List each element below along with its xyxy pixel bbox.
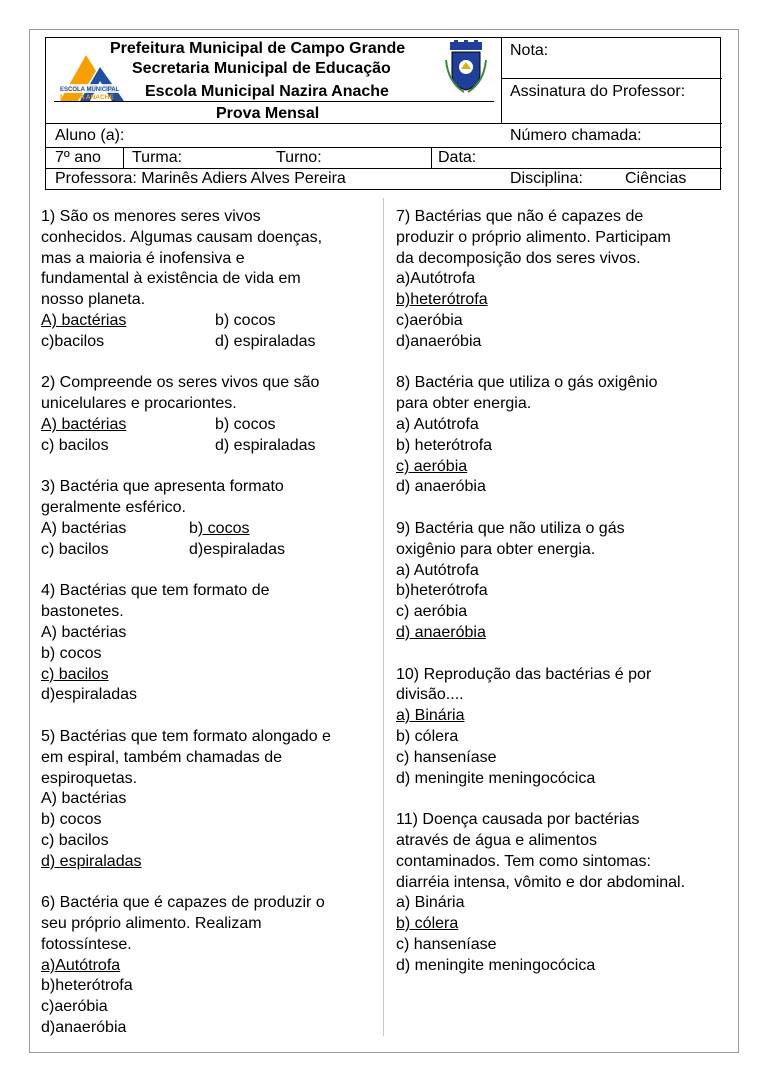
option-d: d)espiraladas <box>189 540 286 558</box>
header-line-nota <box>501 78 722 79</box>
option-a-answer: a) Binária <box>396 707 465 725</box>
option-a: a) Autótrofa <box>396 561 479 579</box>
prova-title: Prova Mensal <box>216 105 320 122</box>
question-text: bastonetes. <box>41 603 124 621</box>
question-text: 8) Bactéria que utiliza o gás oxigênio <box>396 374 658 392</box>
option-b <box>189 519 249 540</box>
option-row <box>41 415 391 436</box>
question-text: espiroquetas. <box>41 769 138 787</box>
disciplina-label: Disciplina: <box>510 170 583 187</box>
turno-label: Turno: <box>276 149 322 166</box>
question-text: oxigênio para obter energia. <box>396 540 596 558</box>
question-text: 1) São os menores seres vivos <box>41 208 261 225</box>
header-line-1 <box>46 123 722 124</box>
question-text: fundamental à existência de vida em <box>41 270 301 288</box>
option-c: c) hanseníase <box>396 748 497 766</box>
option-a: a) Autótrofa <box>396 415 479 433</box>
option-b: b) cocos <box>41 644 102 662</box>
prefeitura-title: Prefeitura Municipal de Campo Grande <box>110 40 406 57</box>
question-text: seu próprio alimento. Realizam <box>41 915 262 933</box>
option-d: d) espiraladas <box>215 436 316 454</box>
question-3 <box>41 477 391 560</box>
question-8 <box>396 373 731 498</box>
question-text: 11) Doença causada por bactérias <box>396 811 640 829</box>
turma-label: Turma: <box>132 149 183 166</box>
school-logo <box>56 51 128 107</box>
question-10 <box>396 665 731 790</box>
question-text: fotossíntese. <box>41 935 132 953</box>
option-b-answer: b)heterótrofa <box>396 291 488 309</box>
option-a: A) bactérias <box>41 623 127 641</box>
option-b: b) cocos <box>215 311 276 329</box>
question-text: nosso planeta. <box>41 291 146 309</box>
option-row <box>41 311 391 332</box>
option-b: b) cocos <box>41 811 102 829</box>
option-a: A) bactérias <box>41 790 127 808</box>
question-text: 4) Bactérias que tem formato de <box>41 582 270 600</box>
option-d-answer: d) espiraladas <box>41 852 142 870</box>
option-a-answer: A) bactérias <box>41 415 127 433</box>
municipal-emblem <box>444 40 488 94</box>
option-a-answer: A) bactérias <box>41 311 127 329</box>
question-text: diarréia intensa, vômito e dor abdominal. <box>396 873 686 891</box>
option-c-answer: c) bacilos <box>41 665 109 683</box>
question-text: através de água e alimentos <box>396 831 598 849</box>
header-divider-data <box>431 147 432 168</box>
option-d: d)espiraladas <box>41 686 138 704</box>
question-11 <box>396 810 731 976</box>
option-c: c) bacilos <box>41 436 109 454</box>
question-text: divisão.... <box>396 686 464 704</box>
question-text: conhecidos. Algumas causam doenças, <box>41 228 323 246</box>
logo-text-2: NAZIRA ANACHE <box>60 94 114 101</box>
option-d: d)anaeróbia <box>41 1019 127 1037</box>
option-a: a) Binária <box>396 894 465 912</box>
question-text: da decomposição dos seres vivos. <box>396 249 641 267</box>
option-c: c) bacilos <box>41 540 109 558</box>
option-d: d) meningite meningocócica <box>396 769 596 787</box>
option-row <box>41 332 391 353</box>
option-d: d) meningite meningocócica <box>396 956 596 974</box>
header-divider-right <box>501 38 502 123</box>
question-text: 2) Compreende os seres vivos que são <box>41 374 320 392</box>
option-b: b) cólera <box>396 727 459 745</box>
question-text: 6) Bactéria que é capazes de produzir o <box>41 894 325 912</box>
questions-left-column <box>41 207 391 1060</box>
secretaria-title: Secretaria Municipal de Educação <box>132 60 391 77</box>
question-text: para obter energia. <box>396 395 532 413</box>
question-7 <box>396 207 731 353</box>
nota-label: Nota: <box>510 42 549 59</box>
option-d: d)anaeróbia <box>396 332 482 350</box>
question-text: 5) Bactérias que tem formato alongado e <box>41 727 331 745</box>
escola-title: Escola Municipal Nazira Anache <box>145 83 389 100</box>
question-text: mas a maioria é inofensiva e <box>41 249 245 267</box>
disciplina-value: Ciências <box>625 170 687 187</box>
option-a: A) bactérias <box>41 519 127 537</box>
option-b: b)heterótrofa <box>396 582 488 600</box>
option-c: c) bacilos <box>41 831 109 849</box>
option-b: b) cocos <box>215 415 276 433</box>
question-text: contaminados. Tem como sintomas: <box>396 852 651 870</box>
question-text: 7) Bactérias que não é capazes de <box>396 208 644 225</box>
question-2 <box>41 373 391 456</box>
question-text: produzir o próprio alimento. Participam <box>396 228 671 246</box>
option-c: c)bacilos <box>41 332 105 350</box>
option-row <box>41 436 391 457</box>
option-c-answer: c) aeróbia <box>396 457 468 475</box>
option-d: d) espiraladas <box>215 332 316 350</box>
option-c: c)aeróbia <box>41 998 108 1016</box>
question-5 <box>41 727 391 873</box>
option-c: c) aeróbia <box>396 603 468 621</box>
option-b-answer: ) cocos <box>197 519 250 537</box>
option-b: b) heterótrofa <box>396 436 493 454</box>
question-1 <box>41 207 391 353</box>
header-divider-ano <box>123 147 124 168</box>
question-text: geralmente esférico. <box>41 499 186 517</box>
numero-chamada-label: Número chamada: <box>510 127 642 144</box>
assinatura-label: Assinatura do Professor: <box>510 83 686 100</box>
data-label: Data: <box>438 149 477 166</box>
exam-header <box>45 37 721 190</box>
option-b: b)heterótrofa <box>41 977 133 995</box>
professora-label: Professora: Marinês Adiers Alves Pereira <box>55 170 346 187</box>
ano-value: 7º ano <box>55 149 101 166</box>
option-row <box>41 540 391 561</box>
question-text: unicelulares e procariontes. <box>41 395 237 413</box>
question-4 <box>41 581 391 706</box>
aluno-label: Aluno (a): <box>55 127 125 144</box>
questions-right-column <box>396 207 731 997</box>
option-a-answer: a)Autótrofa <box>41 956 121 974</box>
option-b-answer: b) cólera <box>396 915 459 933</box>
question-text: 9) Bactéria que não utiliza o gás <box>396 519 625 537</box>
question-text: em espiral, também chamadas de <box>41 748 282 766</box>
question-text: 3) Bactéria que apresenta formato <box>41 478 284 496</box>
option-c: c) hanseníase <box>396 935 497 953</box>
option-row <box>41 519 391 540</box>
option-c: c)aeróbia <box>396 311 463 329</box>
logo-text-1: ESCOLA MUNICIPAL <box>60 87 120 93</box>
question-9 <box>396 519 731 644</box>
question-6 <box>41 893 391 1039</box>
option-a: a)Autótrofa <box>396 270 476 288</box>
question-text: 10) Reprodução das bactérias é por <box>396 665 652 683</box>
option-d-answer: d) anaeróbia <box>396 623 486 641</box>
option-b-prefix: b <box>189 519 198 537</box>
option-d: d) anaeróbia <box>396 478 486 496</box>
